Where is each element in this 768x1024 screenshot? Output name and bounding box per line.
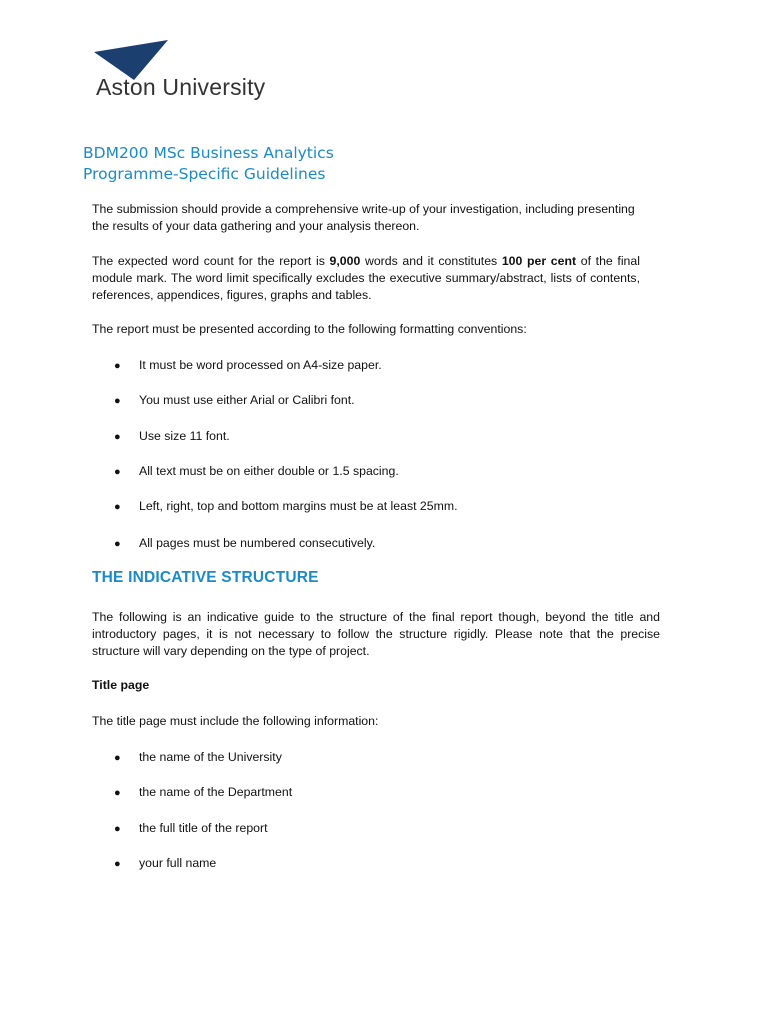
- bullet-icon: ●: [114, 538, 121, 550]
- bullet-icon: ●: [114, 858, 121, 870]
- structure-paragraph: The following is an indicative guide to the structure of the final report though, beyond the title and introductory pages, it is not necessary to follow the structure rigidly. Please note that the precise structure will vary depending on the type of project.: [92, 610, 660, 658]
- bullet-icon: ●: [114, 466, 121, 478]
- formatting-rule-text: It must be word processed on A4-size paper.: [139, 358, 382, 372]
- title-line-course: BDM200 MSc Business Analytics: [83, 144, 334, 162]
- word-limit-text: of the final module mark. The word limit specifically excludes the executive summary/abstract, lists of contents, references, appendices, figures, graphs and tables.: [92, 254, 640, 302]
- formatting-rule-text: You must use either Arial or Calibri font.: [139, 393, 355, 407]
- intro-paragraph-2: [92, 253, 640, 303]
- formatting-rule-text: All pages must be numbered consecutively.: [139, 536, 376, 550]
- intro-paragraph-1-line-2: the results of your data gathering and your analysis thereon.: [92, 218, 420, 233]
- word-count-value: 9,000: [329, 254, 361, 268]
- title-page-heading: Title page: [92, 678, 150, 692]
- bullet-icon: ●: [114, 787, 121, 799]
- title-line-guidelines: Programme-Specific Guidelines: [83, 165, 326, 183]
- title-page-item: [114, 784, 292, 801]
- title-page-item-text: your full name: [139, 856, 217, 870]
- bullet-icon: ●: [114, 360, 121, 372]
- bullet-icon: ●: [114, 752, 121, 764]
- formatting-rule-text: Left, right, top and bottom margins must be at least 25mm.: [139, 499, 458, 513]
- formatting-rule-item: [114, 535, 375, 552]
- formatting-rule-item: [114, 498, 458, 515]
- bullet-icon: ●: [114, 823, 121, 835]
- formatting-rule-text: Use size 11 font.: [139, 429, 230, 443]
- title-page-item-text: the name of the University: [139, 750, 282, 764]
- word-count-text: The expected word count for the report is: [92, 254, 330, 268]
- aston-university-logo: [94, 40, 294, 106]
- title-page-item: [114, 855, 216, 872]
- logo-wordmark: Aston University: [96, 74, 266, 100]
- intro-paragraph-1: [92, 201, 677, 235]
- title-page-item: [114, 749, 282, 766]
- title-page-intro: The title page must include the following information:: [92, 714, 379, 728]
- section-heading-structure: THE INDICATIVE STRUCTURE: [92, 569, 319, 586]
- formatting-rule-item: [114, 357, 382, 374]
- intro-paragraph-1-line-1: The submission should provide a comprehensive write-up of your investigation, including presenting: [92, 202, 635, 216]
- title-page-item-text: the name of the Department: [139, 785, 293, 799]
- formatting-intro: The report must be presented according to the following formatting conventions:: [92, 322, 527, 336]
- formatting-rule-text: All text must be on either double or 1.5 spacing.: [139, 464, 399, 478]
- formatting-rule-item: [114, 392, 355, 409]
- bullet-icon: ●: [114, 501, 121, 513]
- document-title: [83, 143, 334, 185]
- word-count-text-2: words and it constitutes: [360, 254, 502, 268]
- title-page-item: [114, 820, 268, 837]
- bullet-icon: ●: [114, 395, 121, 407]
- formatting-rule-item: [114, 428, 230, 445]
- title-page-item-text: the full title of the report: [139, 821, 268, 835]
- formatting-rule-item: [114, 463, 399, 480]
- bullet-icon: ●: [114, 431, 121, 443]
- module-mark-percent: 100 per cent: [501, 254, 577, 268]
